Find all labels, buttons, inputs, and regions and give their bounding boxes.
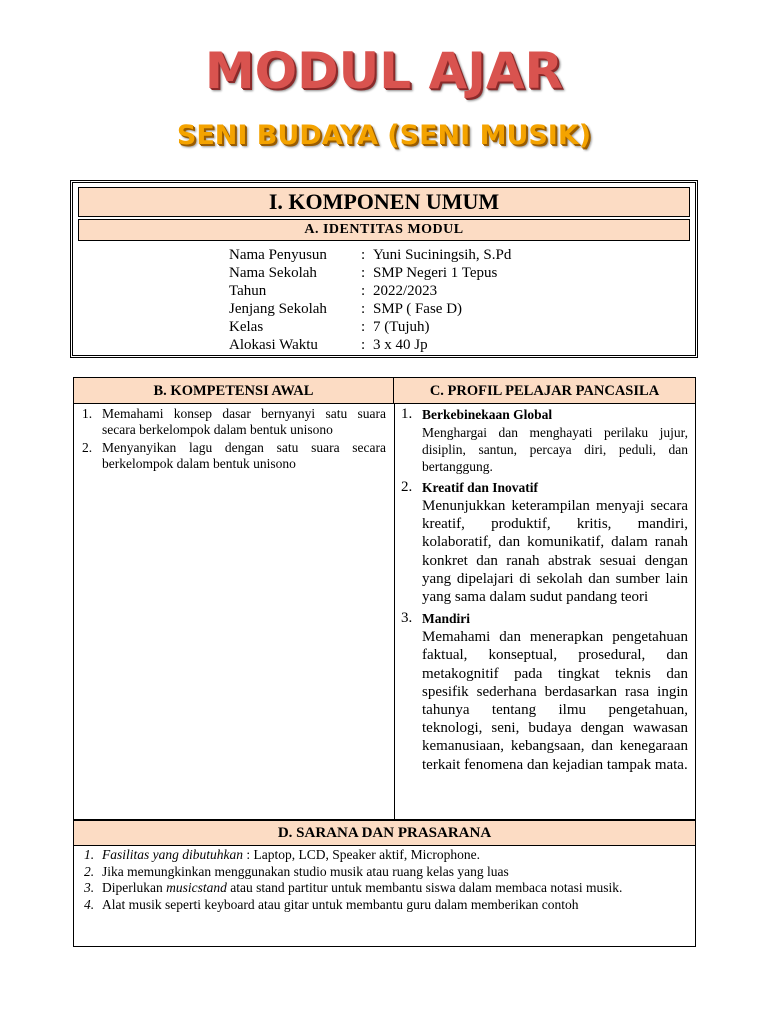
- identity-row: Tahun : 2022/2023: [229, 283, 438, 299]
- column-divider: [394, 404, 395, 819]
- identity-row: Kelas : 7 (Tujuh): [229, 319, 430, 335]
- kompetensi-profil-table: [73, 377, 696, 820]
- list-item: 2. Jika memungkinkan menggunakan studio musik atau ruang kelas yang luas: [84, 863, 509, 879]
- profil-item-desc: Menunjukkan keterampilan menyaji secara kreatif, produktif, kritis, mandiri, kolaboratif, dan komunikatif, dalam ranah konkret dan ranah abstrak sesuai dengan yang dipelajari di sekolah dan sumber lain yang sama dalam sudut pandang teori: [422, 498, 688, 606]
- section-heading-sarana: D. SARANA DAN PRASARANA: [74, 821, 695, 846]
- list-item: 3. Diperlukan musicstand atau stand partitur untuk membantu siswa dalam membaca notasi musik.: [84, 880, 623, 895]
- identity-row: Nama Penyusun : Yuni Suciningsih, S.Pd: [229, 247, 512, 263]
- list-item: 4. Alat musik seperti keyboard atau gitar untuk membantu guru dalam memberikan contoh: [84, 896, 579, 912]
- section-heading-kompetensi-awal: B. KOMPETENSI AWAL: [74, 378, 394, 404]
- profil-item-desc: Menghargai dan menghayati perilaku jujur, disiplin, santun, percaya diri, peduli, dan bertanggung.: [422, 425, 688, 474]
- list-item: 1. Fasilitas yang dibutuhkan : Laptop, LCD, Speaker aktif, Microphone.: [84, 847, 480, 862]
- list-item: 1. Memahami konsep dasar bernyanyi satu suara secara berkelompok dalam bentuk unisono: [82, 406, 386, 437]
- list-item: 2. Menyanyikan lagu dengan satu suara secara berkelompok dalam bentuk unisono: [82, 440, 386, 471]
- identitas-section: [70, 180, 698, 358]
- identity-row: Jenjang Sekolah : SMP ( Fase D): [229, 301, 463, 317]
- section-heading-komponen-umum: I. KOMPONEN UMUM: [78, 187, 690, 217]
- list-item: 1. Berkebinekaan Global Menghargai dan menghayati perilaku jujur, disiplin, santun, percaya diri, peduli, dan bertanggung.: [401, 406, 688, 474]
- sarana-section: [73, 820, 696, 947]
- profil-list: [401, 406, 688, 778]
- profil-item-desc: Memahami dan menerapkan pengetahuan faktual, konseptual, prosedural, dan metakognitif pada tingkat teknis dan spesifik sederhana berdasarkan rasa ingin tahunya tentang ilmu pengetahuan, teknologi, seni, budaya dengan wawasan kemanusiaan, kebangsaan, dan kenegaraan terkait fenomena dan kejadian tampak mata.: [422, 629, 688, 773]
- page-title: MODUL AJAR: [204, 42, 564, 100]
- section-heading-profil-pelajar: C. PROFIL PELAJAR PANCASILA: [394, 378, 695, 404]
- kompetensi-list: [80, 406, 386, 474]
- identity-row: Nama Sekolah : SMP Negeri 1 Tepus: [229, 265, 498, 281]
- list-item: 3. Mandiri Memahami dan menerapkan pengetahuan faktual, konseptual, prosedural, dan metakognitif pada tingkat teknis dan spesifik sederhana berdasarkan rasa ingin tahunya tentang ilmu pengetahuan, teknologi, seni, budaya dengan wawasan kemanusiaan, kebangsaan, dan kenegaraan terkait fenomena dan kejadian tampak mata.: [401, 610, 688, 773]
- list-item: 2. Kreatif dan Inovatif Menunjukkan keterampilan menyaji secara kreatif, produktif, kritis, mandiri, kolaboratif, dan komunikatif, dalam ranah konkret dan ranah abstrak sesuai dengan yang dipelajari di sekolah dan sumber lain yang sama dalam sudut pandang teori: [401, 479, 688, 606]
- section-subheading-identitas: A. IDENTITAS MODUL: [78, 219, 690, 241]
- profil-item-title: Berkebinekaan Global: [422, 407, 553, 422]
- profil-item-title: Mandiri: [422, 611, 471, 627]
- page-subtitle: SENI BUDAYA (SENI MUSIK): [176, 120, 592, 151]
- identity-row: Alokasi Waktu : 3 x 40 Jp: [229, 337, 428, 353]
- sarana-list: [82, 847, 682, 913]
- profil-item-title: Kreatif dan Inovatif: [422, 480, 539, 495]
